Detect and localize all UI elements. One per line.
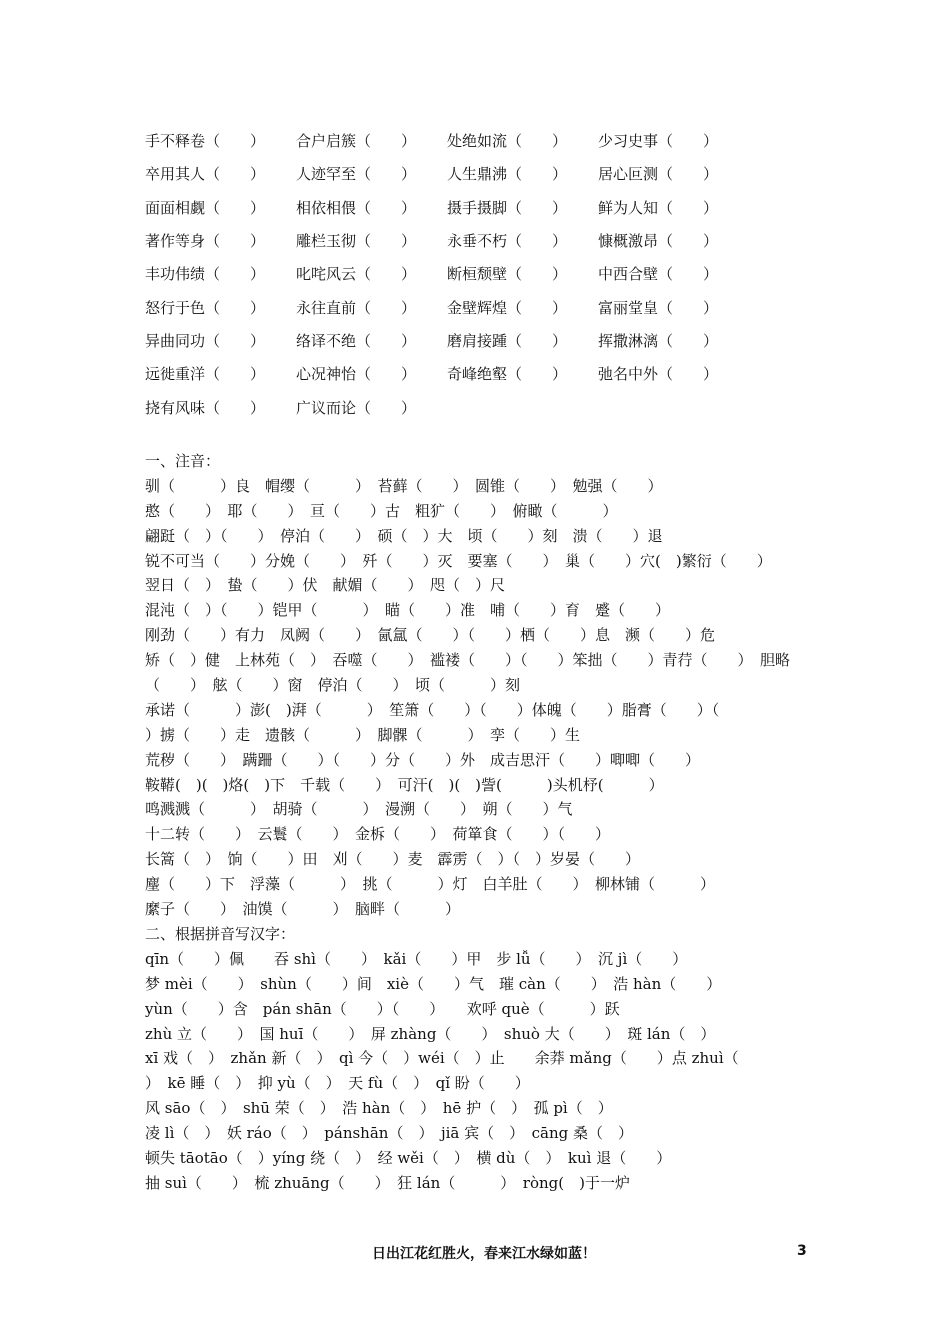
exercise-line: ）掳（ ）走 遗骸（ ） 脚髁（ ） 孪（ ）生 [145,725,581,744]
idiom-item: 心况神怡（ ） [296,365,417,384]
idiom-item: 卒用其人（ ） [145,165,266,184]
exercise-line: 縻子（ ） 油馍（ ） 脑畔（ ） [145,900,461,919]
idiom-item: 中西合壁（ ） [598,265,719,284]
idiom-item: 富丽堂皇（ ） [598,298,719,317]
exercise-line: 十二转（ ） 云鬟（ ） 金柝（ ） 荷箪食（ ）（ ） [145,825,611,844]
idiom-item: 永往直前（ ） [296,298,417,317]
idiom-item: 人迹罕至（ ） [296,165,417,184]
idiom-row [145,357,765,390]
exercise-line: 麈（ ）下 浮藻（ ） 挑（ ）灯 白羊肚（ ） 柳林铺（ ） [145,875,716,894]
exercise-line: 荒秽（ ） 蹒跚（ ）（ ）分（ ）外 成吉思汗（ ）唧唧（ ） [145,750,701,769]
idiom-item: 手不释卷（ ） [145,132,266,151]
exercise-line: 顿失 tāotāo（ ）yíng 绕（ ） 经 wěi（ ） 横 dù（ ） kuì 退（ ） [145,1149,672,1168]
idiom-row [145,124,765,157]
exercise-line: 混沌（ ）（ ）铠甲（ ） 瞄（ ）准 哺（ ）育 蹙（ ） [145,601,671,620]
idiom-item: 奇峰绝壑（ ） [447,365,568,384]
idiom-row [145,157,765,190]
idiom-item: 异曲同功（ ） [145,331,266,350]
section-pinyin-to-characters [145,922,825,1196]
idiom-item: 金壁辉煌（ ） [447,298,568,317]
idiom-item: 叱咤风云（ ） [296,265,417,284]
idiom-item: 雕栏玉彻（ ） [296,232,417,251]
exercise-line: 梦 mèi（ ） shùn（ ）间 xiè（ ）气 璀 càn（ ） 浩 hàn（ ） [145,974,722,993]
exercise-line: 锐不可当（ ）分娩（ ） 歼（ ）灭 要塞（ ） 巢（ ）穴( )繁衍（ ） [145,551,772,570]
idiom-item: 鲜为人知（ ） [598,198,719,217]
exercise-line: 憨（ ） 耶（ ） 亘（ ）古 粗犷（ ） 俯瞰（ ） [145,501,618,520]
idiom-row [145,257,765,290]
footer-slogan: 日出江花红胜火，春来江水绿如蓝！ [372,1246,596,1262]
exercise-line: qīn（ ）佩 吞 shì（ ） kǎi（ ）甲 步 lǚ（ ） 沉 jì（ ） [145,949,688,968]
idiom-item: 慷概激昂（ ） [598,232,719,251]
section-heading: 一、注音： [145,452,221,470]
exercise-line: ） kē 睡（ ） 抑 yù（ ） 天 fù（ ） qǐ 盼（ ） [145,1074,530,1093]
idiom-row [145,224,765,257]
exercise-line: 翌日（ ） 蛰（ ）伏 献媚（ ） 咫（ ）尺 [145,576,506,595]
exercise-line: 鸣溅溅（ ） 胡骑（ ） 漫溯（ ） 朔（ ）气 [145,800,573,819]
exercise-line: zhù 立（ ） 国 huī（ ） 屏 zhàng（ ） shuò 大（ ） 斑 lán（ ） [145,1024,716,1043]
idiom-item: 广议而论（ ） [296,398,417,417]
exercise-line: 刚劲（ ）有力 凤阙（ ） 氤氲（ ）（ ）栖（ ）息 濒（ ）危 [145,626,716,645]
idiom-item: 相依相偎（ ） [296,198,417,217]
exercise-line: 鞍鞯( )( )烙( )下 千载（ ） 可汗( )( )訾( )头机杼( ） [145,775,664,794]
idiom-item: 面面相觑（ ） [145,198,266,217]
idiom-row [145,390,765,423]
exercise-line: yùn（ ）含 pán shān（ ）（ ） 欢呼 què（ ）跃 [145,999,620,1018]
idiom-item: 居心叵测（ ） [598,165,719,184]
exercise-line: 长篙（ ） 饷（ ）田 刈（ ）麦 霹雳（ ）（ ）岁晏（ ） [145,850,641,869]
idiom-row [145,191,765,224]
idiom-item: 永垂不朽（ ） [447,232,568,251]
idiom-item: 丰功伟绩（ ） [145,265,266,284]
idiom-list [145,124,765,424]
exercise-line: 凌 lì（ ） 妖 ráo（ ） pánshān（ ） jiā 宾（ ） cāng 桑（ ） [145,1124,633,1143]
idiom-item: 远徙重洋（ ） [145,365,266,384]
idiom-item: 断桓颓壁（ ） [447,265,568,284]
exercise-line: xī 戏（ ） zhǎn 新（ ） qì 今（ ）wéi（ ）止 余莽 mǎng（ ）点 zhuì（ [145,1049,739,1068]
idiom-item: 挥撒淋漓（ ） [598,331,719,350]
idiom-item: 合户启簇（ ） [296,132,417,151]
idiom-item: 著作等身（ ） [145,232,266,251]
section-phonetic-notation [145,449,825,922]
exercise-line: 承诺（ ）澎( )湃（ ） 笙箫（ ）（ ）体魄（ ）脂膏（ ）（ [145,700,720,719]
section-heading: 二、根据拼音写汉字： [145,925,296,943]
exercise-line: 翩跹（ ）（ ） 停泊（ ） 硕（ ）大 顷（ ）刻 溃（ ）退 [145,526,663,545]
page-number: 3 [797,1243,807,1259]
idiom-item: 摄手摄脚（ ） [447,198,568,217]
exercise-line: 驯（ ）良 帽缨（ ） 苔藓（ ） 圆锥（ ） 勉强（ ） [145,476,663,495]
idiom-item: 人生鼎沸（ ） [447,165,568,184]
exercise-line: （ ） 舷（ ）窗 停泊（ ） 顷（ ）刻 [145,676,521,695]
idiom-item: 弛名中外（ ） [598,365,719,384]
idiom-row [145,324,765,357]
exercise-line: 抽 suì（ ） 梳 zhuāng（ ） 狂 lán（ ） ròng( )于一炉 [145,1173,630,1192]
idiom-item: 挠有风味（ ） [145,398,266,417]
idiom-row [145,290,765,323]
idiom-item: 络译不绝（ ） [296,331,417,350]
idiom-item: 少习史事（ ） [598,132,719,151]
idiom-item: 处绝如流（ ） [447,132,568,151]
exercise-line: 矫（ ）健 上林苑（ ） 吞噬（ ） 褴褛（ ）（ ）笨拙（ ）青荇（ ） 胆略 [145,651,791,670]
idiom-item: 磨肩接踵（ ） [447,331,568,350]
exercise-line: 风 sāo（ ） shū 荣（ ） 浩 hàn（ ） hē 护（ ） 孤 pì（ ） [145,1099,613,1118]
idiom-item: 怒行于色（ ） [145,298,266,317]
